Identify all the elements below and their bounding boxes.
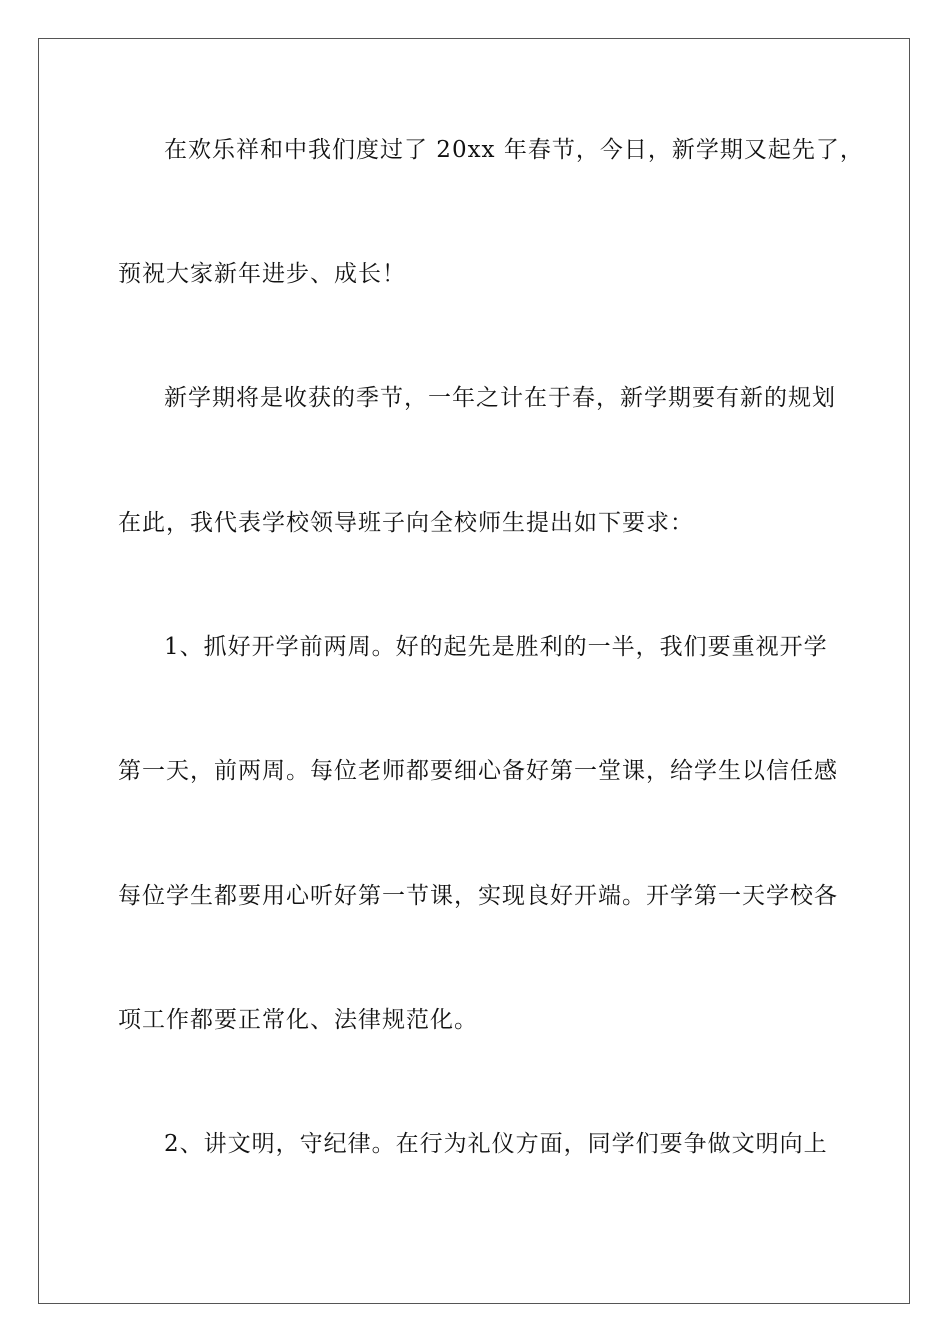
paragraph-line: 第一天，前两周。每位老师都要细心备好第一堂课，给学生以信任感: [118, 758, 838, 784]
paragraph-line: 2、讲文明，守纪律。在行为礼仪方面，同学们要争做文明向上: [164, 1131, 828, 1157]
paragraph-line: 预祝大家新年进步、成长！: [118, 261, 406, 287]
paragraph-line: 每位学生都要用心听好第一节课，实现良好开端。开学第一天学校各: [118, 883, 838, 909]
paragraph-line: 在欢乐祥和中我们度过了 20xx 年春节，今日，新学期又起先了，: [164, 137, 864, 163]
paragraph-line: 项工作都要正常化、法律规范化。: [118, 1007, 478, 1033]
page-border: [38, 38, 910, 1304]
paragraph-line: 1、抓好开学前两周。好的起先是胜利的一半，我们要重视开学: [164, 634, 828, 660]
paragraph-line: 新学期将是收获的季节，一年之计在于春，新学期要有新的规划: [164, 385, 836, 411]
paragraph-line: 在此，我代表学校领导班子向全校师生提出如下要求：: [118, 510, 694, 536]
